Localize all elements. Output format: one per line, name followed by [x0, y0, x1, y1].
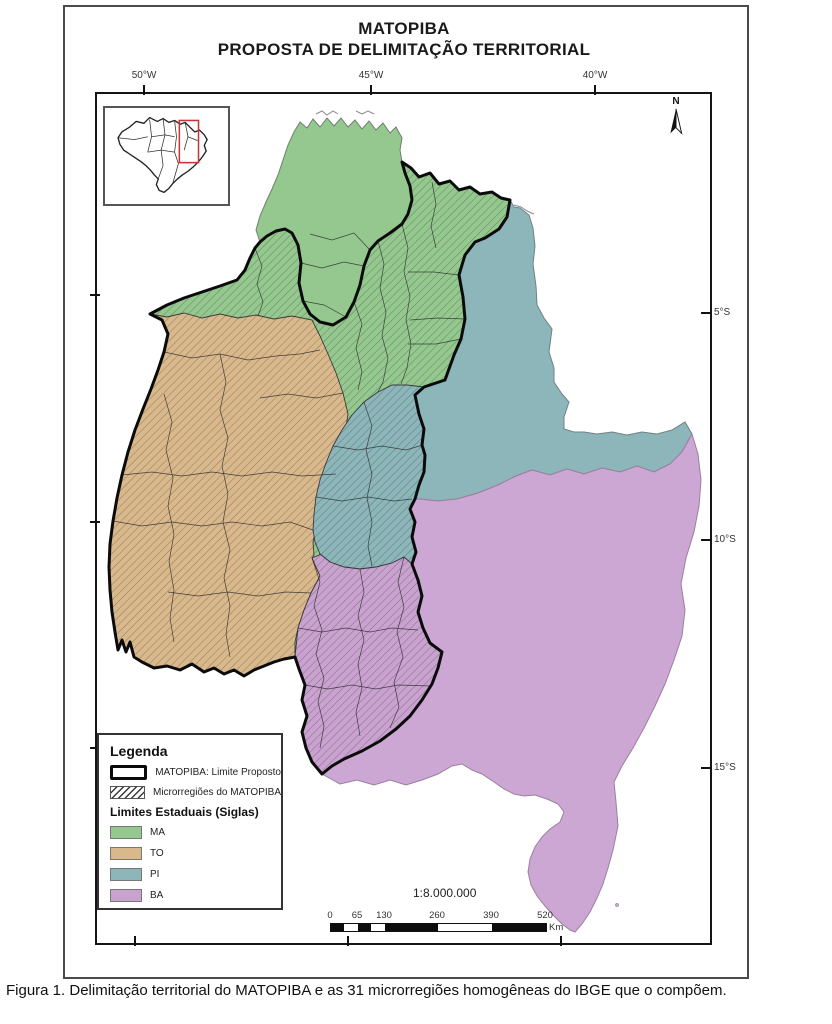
legend-item-microregions	[110, 786, 281, 799]
legend-state-pi	[110, 868, 281, 881]
scalebar-label-0: 0	[327, 910, 333, 921]
lat-label-10s: 10°S	[714, 534, 736, 545]
state-abbr: PI	[150, 869, 160, 880]
figure-caption: Figura 1. Delimitação territorial do MATOPIBA e as 31 microrregiões homogêneas do IBGE que o compõem.	[6, 982, 727, 999]
lat-label-5s: 5°S	[714, 307, 731, 318]
legend-state-ba	[110, 889, 281, 902]
tick-left-5s	[90, 294, 100, 296]
lon-label-50w: 50°W	[131, 70, 157, 81]
legend-item-boundary	[110, 765, 281, 780]
scale-bar	[330, 923, 547, 932]
brazil-locator-inset	[103, 106, 230, 206]
legend	[97, 733, 283, 910]
legend-item-label: MATOPIBA: Limite Proposto	[155, 767, 281, 778]
tick-bottom-3	[560, 936, 562, 946]
legend-item-label: Microrregiões do MATOPIBA	[152, 787, 281, 798]
tick-right-5s	[701, 312, 711, 314]
state-abbr: MA	[150, 827, 165, 838]
tick-bottom-2	[347, 936, 349, 946]
state-abbr: TO	[150, 848, 164, 859]
brazil-inset-map	[105, 108, 224, 200]
north-arrow-icon	[666, 107, 686, 139]
lon-label-45w: 45°W	[358, 70, 384, 81]
tick-bottom-1	[134, 936, 136, 946]
tick-top-40w	[594, 85, 596, 95]
tick-top-50w	[143, 85, 145, 95]
north-label: N	[672, 96, 680, 107]
legend-states-title: Limites Estaduais (Siglas)	[110, 805, 259, 819]
legend-title: Legenda	[110, 743, 168, 759]
tick-top-45w	[370, 85, 372, 95]
legend-state-to	[110, 847, 281, 860]
lat-label-15s: 15°S	[714, 762, 736, 773]
scale-unit: Km	[549, 922, 564, 933]
scalebar-label-390: 390	[483, 910, 499, 921]
brazil-outline	[118, 118, 207, 193]
legend-state-ma	[110, 826, 281, 839]
tick-right-10s	[701, 539, 711, 541]
scalebar-label-65: 65	[351, 910, 363, 921]
state-abbr: BA	[150, 890, 164, 901]
north-arrow	[662, 96, 690, 144]
scalebar-label-260: 260	[429, 910, 445, 921]
map-islet	[615, 903, 618, 906]
tick-left-10s	[90, 521, 100, 523]
map-title-line2: PROPOSTA DE DELIMITAÇÃO TERRITORIAL	[217, 40, 591, 59]
scalebar-label-130: 130	[376, 910, 392, 921]
lon-label-40w: 40°W	[582, 70, 608, 81]
to-swatch	[110, 847, 142, 860]
map-title-line1: MATOPIBA	[358, 19, 450, 38]
ma-swatch	[110, 826, 142, 839]
boundary-swatch	[110, 765, 147, 780]
scale-ratio: 1:8.000.000	[413, 886, 477, 900]
ba-swatch	[110, 889, 142, 902]
tick-right-15s	[701, 767, 711, 769]
map-title	[63, 18, 745, 60]
pi-swatch	[110, 868, 142, 881]
scalebar-label-520: 520	[537, 910, 553, 921]
microregions-swatch	[110, 786, 145, 799]
